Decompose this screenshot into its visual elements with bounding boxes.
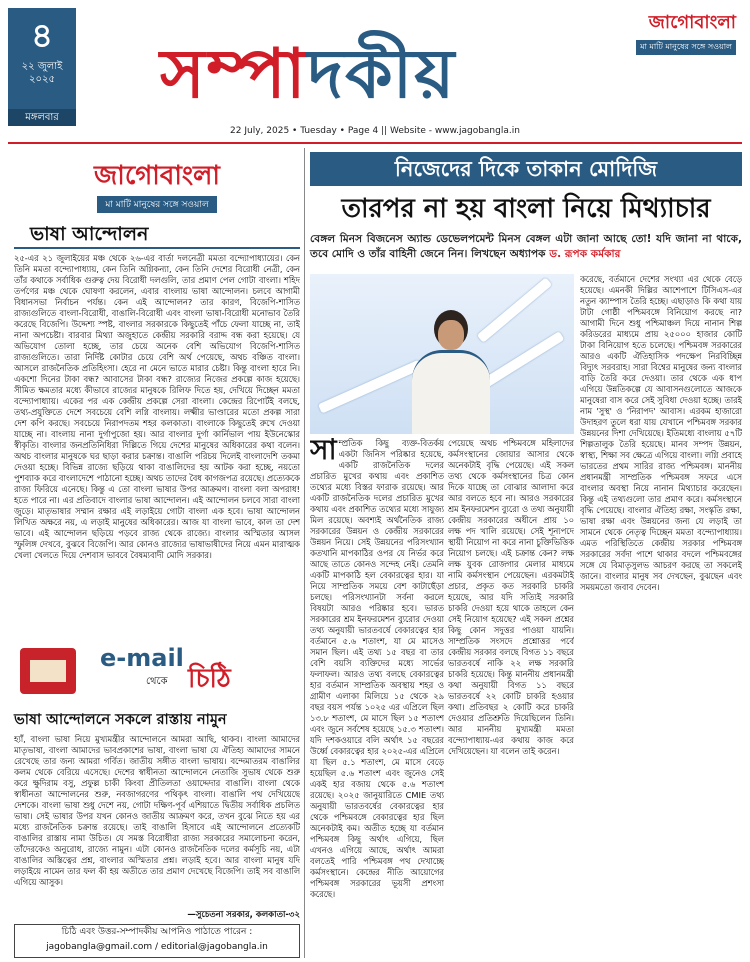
letter-signature: —সুচেতনা সরকার, কলকাতা-৩২ (187, 910, 300, 920)
figure-saree (412, 350, 490, 434)
email-from-label: থেকে (146, 676, 168, 687)
article-deck-text: বেঙ্গল মিনস বিজনেস অ্যান্ড ডেভেলপমেন্ট মিনস বেঙ্গল এটা জানা আছে তো! যদি জানা না থাকে, তবে মোদি ও তাঁর বাহিনী জেনে নিন। লিখছেন অধ্যাপক (310, 233, 742, 260)
article-headline-top: নিজেদের দিকে তাকান মোদিজি (310, 152, 742, 186)
editorial-logo (14, 160, 300, 213)
brand-name: জাগোবাংলা (648, 12, 736, 33)
figure-face (438, 320, 464, 350)
page-date: ২২ জুলাই ২০২৫ (21, 61, 63, 85)
envelope-icon (20, 648, 76, 694)
page-number-box (8, 8, 76, 126)
article-author: ড. রূপক কর্মকার (549, 248, 621, 260)
politician-figure (406, 310, 494, 434)
letter-body: হ্যাঁ, বাংলা ভাষা নিয়ে মুখ্যমন্ত্রীর আন্দোলনে আমরা আছি, থাকব। বাংলা আমাদের মাতৃভাষা, বাংলা আমাদের ভাবপ্রকাশের ভাষা, বাংলা ভাষা যে ঐতিহ্য আমাদের সামনে রেখেছে তার জন্য আমরা গর্বিত। জাতীয় সঙ্গীত বাংলা ভাষায়। বন্দেমাতরম বাঙালির কলম থেকে বেরিয়ে এসেছে। দেশের স্বাধীনতা আন্দোলনে নেতাজি সুভাষ থেকে শুরু করে ক্ষুদিরাম বসু, প্রফুল্ল চাকী কিংবা প্রীতিলতা ওয়াদ্দেদার বাঙালি। বাংলা থেকে স্বাধীনতা আন্দোলনের শুরু, নবজাগরণের পথিকৃৎ বাংলা। বাঙালি পথ দেখিয়েছে দেশকে। বাংলা ভাষা শুধু দেশে নয়, গোটা দক্ষিণ-পূর্ব এশিয়াতে দ্বিতীয় সর্বাধিক প্রচলিত ভাষা। সেই ভাষার উপর যখন কোনও জাতীয় আক্রমণ করে, তখন বুঝে নিতে হয় এর মধ্যে রাজনৈতিক চক্রান্ত রয়েছে। তাই বাঙালি হিসাবে এই আন্দোলনে প্রত্যেকটি বাঙালির রাস্তায় নামা উচিত। যে সমস্ত বিরোধীরা রাজ্য সরকারের সমালোচনা করেন, তাঁদেরকেও অনুরোধ, রাজ্যে নামুন। এটা কোনও রাজনৈতিক দলের কর্মসূচি নয়, এটা বাঙালির অস্তিত্বের প্রশ্ন, বাংলার অস্মিতার প্রশ্ন। লড়াই হবে। আর বাংলা মানুষ যদি লড়াইয়ে নামেন তার ফল কী হয় অতীতে তার প্রমাণ দেখেছে বিজেপি। তাই সব বাঙালি এগিয়ে আসুক। (14, 734, 300, 887)
editorial-heading: ভাষা আন্দোলন (14, 221, 300, 249)
article-deck (310, 232, 742, 262)
article-dropcap: সা (310, 438, 337, 466)
article-column-3: করেছে, বর্তমানে দেশের সংখ্যা এর থেকে বেড়ে হয়েছে। এমনকী দিল্লির আশেপাশে টিসিএস-এর নতুন ক্যাম্পাস তৈরি হচ্ছে। এছাড়াও কি কথা যায় টাটা গোষ্ঠী পশ্চিমবঙ্গে বিনিয়োগ করছে না? আগামী দিনে শুধু পশ্চিমাঞ্চল দিয়ে নানান শিল্প করিডরের মাধ্যমে প্রায় ২৫০০০ হাজার কোটি টাকা বিনিয়োগ হতে চলেছে। পশ্চিমবঙ্গ সরকারের আরও একটি ঐতিহাসিক পদক্ষেপ নিরবিচ্ছিন্ন বিদ্যুৎ সরবরাহ। সারা বিশ্বের মানুষের জন্য বাংলার বাড়ি তৈরি করে দেওয়া। তার থেকে এক ধাপ এগিয়ে উন্নতিকল্পে যে আবাসনগুলোতে আজকে মানুষেরা বাস করে সেই সুবিধা দেওয়া হচ্ছে। তারই নাম 'সুস্থ' ও 'নিরাপদ' আবাস। এরকম হাজারো উদাহরণ তুলে ধরা যায় যেখানে পশ্চিমবঙ্গ সরকার উন্নয়নের দিশা দেখিয়েছে। ইতিমধ্যে বাংলায় ৫৭টি শিল্পতালুক তৈরি হয়েছে। মানব সম্পদ উন্নয়ন, স্বাস্থ্য, শিক্ষা সব ক্ষেত্রে এগিয়ে বাংলা। লগ্নি প্রবাহে ভারতের প্রথম সারির রাজ্য পশ্চিমবঙ্গ। মাননীয় প্রধানমন্ত্রী সাম্প্রতিক পশ্চিমবঙ্গ সফরে এসে বাংলার অবস্থা নিয়ে নানান মিথ্যাচার করেছেন। কিন্তু এই তথ্যগুলো তার প্রমাণ করে। কর্মসংস্থানে বৃদ্ধি পেয়েছে। বাংলার ঐতিহ্য রক্ষা, সংস্কৃতি রক্ষা, ভাষা রক্ষা এবং উন্নয়নের জন্য যে লড়াই তা সামনে থেকে নেতৃত্ব দিচ্ছেন মমতা বন্দ্যোপাধ্যায়। এমত পরিস্থিতিতে কেন্দ্রীয় সরকার পশ্চিমবঙ্গ সরকারের সর্বদা পাশে থাকার বদলে পশ্চিমবঙ্গের সঙ্গে যে বিমাতৃসুলভ আচরণ করছে তা সকলেই জানে। বাংলার মানুষ সব দেখছেন, বুঝছেন এবং সময়মতো জবাব দেবেন। (580, 274, 742, 592)
brand-logo-top (636, 12, 736, 55)
brand-tagline: মা মাটি মানুষের সঙ্গে সওয়াল (636, 40, 736, 55)
editorial-body: ২৫-এর ২১ জুলাইয়ের মঞ্চ থেকে ২৬-এর বার্তা দলনেত্রী মমতা বন্দ্যোপাধ্যায়ের। কেন তিনি মমতা বন্দ্যোপাধ্যায়, কেন তিনি অগ্নিকন্যা, কেন তিনি দেশের বিরোধী নেত্রী, কেন তাঁর কথাকে সর্বাধিক গুরুত্ব দেয় বিরোধী দলগুলি, তার প্রমাণ পেল গোটা বাংলা। শহিদ তর্পণের মঞ্চ থেকে ঘোষণা করলেন, এবার বাংলায় ভাষা আন্দোলন। চলবে আগামী বিধানসভা নির্বাচন পর্যন্ত। কেন এই আন্দোলন? তার কারণ, বিজেপি-শাসিত রাজ্যগুলিতে বাংলা-বিরোধী, বাঙালি-বিরোধী এবং বাংলা ভাষা-বিরোধী মনোভাব তৈরি করেছে বিজেপি। উদ্দেশ্য স্পষ্ট, বাংলার সরকারকে কিছুতেই পাঁচে ফেলা যাচ্ছে না, তাই নানা অপচেষ্টা। বারবার মিথ্যা অজুহাতে কেন্দ্রীয় সরকারি বরাদ্দ বন্ধ করা হয়েছে। যে অভিযোগ তোলা হচ্ছে, তার চেয়ে অনেক বেশি অভিযোগ বিজেপি-শাসিত রাজ্যগুলিতে। তারা নির্দিষ্ট কোটার চেয়ে বেশি অর্থ পেয়েছে, অথচ বঞ্চিত বাংলা। আসলে রাজনৈতিক প্রতিহিংসা। হেরে না মেনে ভাতে মারার চেষ্টা। কিন্তু বাংলা হারে নি। একশো দিনের টাকা বন্ধ? আবাসের টাকা বন্ধ? রাজ্যের নিজের প্রকল্পে কাজ হয়েছে। সীমিত ক্ষমতার মধ্যে কীভাবে রাজ্যের মানুষকে রিলিফ দিতে হয়, দেখিয়ে দিচ্ছেন মমতা বন্দ্যোপাধ্যায়। একের পর এক কেন্দ্রীয় প্রকল্পে সেরা বাংলা। কেন্দ্রের রিপোর্টই বলছে, তথ্য-প্রযুক্তিতে দেশে সবচেয়ে বেশি লগ্নি বাংলায়। লক্ষ্মীর ভাণ্ডারের মতো প্রকল্প সারা দেশ কপি করছে। সবচেয়ে নিরাপদতম শহর কলকাতা। বাংলাকে কিছুতেই রুখে দেওয়া যাচ্ছে না। বাংলায় নানা দুর্গাপুজো হয়। আর বাংলার দুর্গা কার্নিভাল পায় ইউনেস্কোর স্বীকৃতি। বাংলার জনপ্রতিনিধিরা দিল্লিতে গিয়ে দেশের মানুষের অধিকারের কথা বলেন। অথচ বাংলার মানুষকে ঘর ছাড়া করার চক্রান্ত। বাঙালি পরিচয় দিলেই বাংলাদেশি তকমা দেওয়া হচ্ছে। বিভিন্ন রাজ্যে ছড়িয়ে থাকা বাঙালিদের হয় আটক করা হচ্ছে, নয়তো পুশব্যাক করে বাংলাদেশে পাঠানো হচ্ছে। অথচ তাদের বৈধ কাগজপত্র রয়েছে। প্রত্যেককে রাজ্য ফিরিয়ে এনেছে। কিন্তু এ তো বাংলা ভাষার উপর আক্রমণ। বাংলা বলা অপরাধ! হতে পারে না। এর প্রতিবাদে বাংলার ভাষা আন্দোলন। এই আন্দোলন চলবে সারা বাংলা জুড়ে। মাতৃভাষার সম্মান রক্ষার এই লড়াইয়ে গোটা বাংলা এক হবে। ভাষা আন্দোলন লিখিত অক্ষরে নয়, এ লড়াই মানুষের অধিকারের। আজ যা বাংলা ভাবে, কাল তা দেশ ভাবে। এই আন্দোলন ছড়িয়ে পড়বে রাজ্য থেকে রাজ্যে। বাংলার অস্মিতার আসল স্ফুলিঙ্গ দেখবে, বুঝবে বিজেপি। আর কোনও রাজ্যের ভাষাভাষীদের নিয়ে এমন মারাত্মক খেলা খেলতে দিয়ে দেশবাস ভাববে বৈষম্যবাদী মোদি সরকার। (14, 253, 300, 560)
page-weekday: মঙ্গলবার (8, 109, 76, 126)
page-number: ৪ (30, 16, 54, 56)
editorial-column (14, 150, 300, 693)
column-divider (304, 148, 305, 958)
article-column-2: পেয়েছে অথচ পশ্চিমবঙ্গে মহিলাদের কর্মসংস্থানের জোয়ার আসার থেকে অনেকটাই বৃদ্ধি পেয়েছে। এই সকল তথ্য থেকে কর্মসংস্থানের চিত্র কোন দিকে যাচ্ছে তা বোঝার আলাদা করে আর বলতে হবে না। আরও সরকারের শ্রম ইনফরমেশন ব্যুরো ও তথ্য অনুযায়ী কেন্দ্রীয় সরকারের অধীনে প্রায় ১০ লক্ষ পদ খালি রয়েছে। সেই শূন্যপদে স্থায়ী নিয়োগ না করে নানা চুক্তিভিত্তিক নিয়োগ চলছে। এই চক্রান্ত কেন? লক্ষ লক্ষ যুবক রোজগার মেলার মাধ্যমে নামি কর্মসংস্থান পেয়েছেন। এরকমটাই প্রচার, প্রকৃত কত সরকারি চাকরি হয়েছে, আর যদি সত্যিই সরকারি চাকরি দেওয়া হয়ে থাকে তাহলে কেন সেই নিয়োগ হয়েছে? এই সকল প্রশ্নের কিছু কোন সদুত্তর পাওয়া যায়নি। সাম্প্রতিক সংসদে প্রশ্নোত্তর পর্বে কেন্দ্রীয় সরকার বলছে বিগত ১১ বছরে ভারতবর্ষে নাকি ২২ লক্ষ সরকারি চাকরি হয়েছে। কিন্তু মাননীয় প্রধানমন্ত্রী কথা অনুযায়ী বিগত ১১ বছরে ভারতবর্ষে ২২ কোটি চাকরি হওয়ার কথা। প্রতিবছর ২ কোটি করে চাকরি দেওয়ার প্রতিশ্রুতি দিয়েছিলেন তিনি। আর মাননীয় মুখ্যমন্ত্রী মমতা বন্দ্যোপাধ্যায়-এর কথায় কাজ করে দেখিয়েছেন। যা বলেন তাই করেন। (448, 438, 574, 756)
editorial-brand: জাগোবাংলা (94, 161, 220, 191)
email-letter-word: চিঠি (188, 664, 231, 694)
masthead-part2: দকীয় (307, 34, 457, 114)
contact-emails[interactable]: jagobangla@gmail.com / editorial@jagobangla.in (46, 942, 268, 952)
contact-box (14, 924, 300, 958)
masthead-part1: সম্পা (160, 34, 308, 114)
article-column-1 (310, 438, 444, 958)
contact-line: চিঠি এবং উত্তর-সম্পাদকীয় আপনিও পাঠাতে পারেন : (61, 927, 253, 937)
article-col1-text: ম্প্রতিক কিছু ব্যক্ত-বিতর্কয় একটা জিনিস পরিষ্কার হয়েছে, একটি রাজনৈতিক দলের প্রচারিত মুখের কথায় এবং প্রকাশিত তথ্যের মধ্যে বিস্তর ফারাক রয়েছে। আর একটি রাজনৈতিক দলের প্রচারিত মুখের কথায় এবং প্রকাশিত তথ্যের মধ্যে সাযুজ্য মিল রয়েছে। অবশ্যই অর্থনৈতিক রাজ্য সরকারের উন্নয়ন ও কেন্দ্রীয় সরকারের উন্নয়ন নিয়ে। সেই উন্নয়নের পরিসংখ্যান কতখানি মাপকাঠির ওপর যে নির্ভর করে আছে তাতে কোনও সন্দেহ নেই। তেমনি একটি মাপকাঠি হল বেকারত্বের হার। যা নিয়ে সাম্প্রতিক সময়ে বেশ কাটাছেঁড়া চলছে। পরিসংখ্যানটা সর্বনা করলে বিষয়টা আরও পরিষ্কার হবে। ভারত সরকারের শ্রম ইনফরমেশন ব্যুরোর দেওয়া তথ্য অনুযায়ী ভারতবর্ষে বেকারত্বের হার বর্তমানে ৫.৬ শতাংশ, যা মে মাসেও সমান ছিল। এই তথ্য ১৫ বছর বা তার বেশি বয়সি ব্যক্তিদের মধ্যে সার্ভের ফলাফল। আরও তথ্য বলছে বেকারত্বের হার বর্তমান সাম্প্রতিক অবস্থায় শহর ও গ্রামীণ এলাকা মিলিয়ে ১৫ থেকে ২৯ বছর বয়স পর্যন্ত ১০২৫ এর এপ্রিলে ছিল ১৩.৮ শতাংশ, মে মাসে ছিল ১৫ শতাংশ এবং জুনে সর্বশেষ হয়েছে ১৫.৩ শতাংশ। যদি দশকওয়ারে বলি অর্থাৎ ১৫ বছরের উর্ধ্বে বেকারত্বের হার ২০২৫-এর এপ্রিলে যা ছিল ৫.১ শতাংশ, মে মাসে বেড়ে হয়েছিল ৫.৬ শতাংশ এবং জুনেও সেই একই হার বজায় থেকে ৫.৬ শতাংশ রয়েছে। ২০২৫ জানুয়ারিতে CMIE তথ্য অনুযায়ী ভারতবর্ষের বেকারত্বের হার থেকে পশ্চিমবঙ্গে বেকারত্বের হার ছিল অনেকটাই কম। অতীত হচ্ছে যা বর্তমান পশ্চিমবঙ্গ কিছু অর্থাৎ এগিয়ে, ছিল এখনও এগিয়ে আছে, অর্থাৎ আমরা বলতেই পারি পশ্চিমবঙ্গ পথ দেখাচ্ছে কর্মসংস্থানে। কেন্দ্রের নীতি আয়োগের পশ্চিমবঙ্গ সরকারের ভূয়সী প্রশংসা করেছে। (310, 438, 444, 899)
article-photo (310, 274, 574, 434)
email-banner (20, 644, 290, 698)
date-subline: 22 July, 2025 • Tuesday • Page 4 || Website - www.jagobangla.in (230, 126, 520, 136)
email-label: e-mail (100, 644, 184, 672)
header-divider (8, 142, 742, 144)
editorial-tagline: মা মাটি মানুষের সঙ্গে সওয়াল (97, 196, 216, 213)
masthead-title (160, 30, 580, 120)
letter-title: ভাষা আন্দোলনে সকলে রাস্তায় নামুন (14, 712, 227, 728)
article-headline-main: তারপর না হয় বাংলা নিয়ে মিথ্যাচার (341, 194, 711, 224)
